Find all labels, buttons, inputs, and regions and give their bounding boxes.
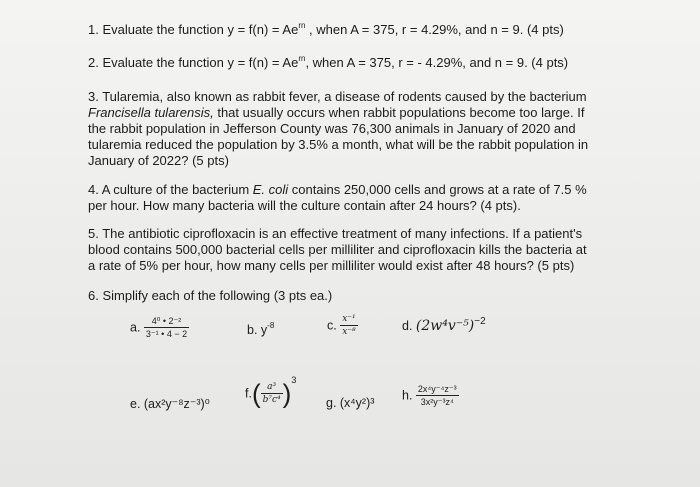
problem-1-rest: , when A = 375, r = 4.29%, and n = 9. (4 pts) (305, 22, 564, 37)
problem-2-rest: , when A = 375, r = - 4.29%, and n = 9. (4 pts) (305, 55, 569, 70)
problem-3-line-2-rest: that usually occurs when rabbit populations become too large. If (213, 105, 585, 120)
problem-6-text: 6. Simplify each of the following (3 pts ea.) (88, 288, 333, 303)
item-c-label: c. (327, 318, 337, 333)
item-h-fraction (416, 384, 459, 407)
item-d-label: d. (402, 319, 416, 333)
problem-3-line-3: the rabbit population in Jefferson County was 76,300 animals in January of 2020 and (88, 121, 576, 136)
item-g (326, 396, 374, 410)
problem-4-line-2: per hour. How many bacteria will the culture contain after 24 hours? (4 pts). (88, 198, 521, 213)
problem-3-line-4: tularemia reduced the population by 3.5% a month, what will be the rabbit population in (88, 137, 589, 152)
item-f-numerator: a³ (261, 382, 283, 394)
item-f-close-paren: ) (282, 378, 292, 409)
item-d-exponent: −2 (474, 316, 486, 327)
item-f-fraction (261, 382, 283, 405)
item-h (402, 384, 459, 407)
item-c-fraction (340, 314, 357, 337)
species-name: Francisella tularensis, (88, 105, 214, 120)
problem-2-exponent: rn (298, 54, 306, 63)
problem-4-line-1-start: 4. A culture of the bacterium (88, 182, 253, 197)
bacterium-name: E. coli (252, 182, 289, 197)
problem-5 (88, 226, 603, 274)
item-a-fraction (144, 316, 189, 339)
problem-4-line-1 (88, 182, 603, 198)
problem-1-text: 1. Evaluate the function y = f(n) = Ae (88, 22, 299, 37)
item-c-denominator: x⁻⁸ (342, 327, 356, 337)
problem-5-line-1: 5. The antibiotic ciprofloxacin is an effective treatment of many infections. If a patient's (88, 226, 583, 241)
item-a (130, 316, 189, 339)
problem-2-text: 2. Evaluate the function y = f(n) = Ae (88, 55, 299, 70)
item-e (130, 396, 210, 411)
item-c-numerator: x⁻¹ (342, 314, 356, 324)
item-b-label: b. y (247, 323, 268, 337)
item-a-numerator: 4⁰ • 2⁻² (144, 316, 189, 328)
item-d (402, 318, 486, 334)
problem-5-line-3: a rate of 5% per hour, how many cells per milliliter would exist after 48 hours? (5 pts) (88, 258, 575, 273)
problem-3-line-2 (88, 105, 603, 121)
item-b (247, 323, 274, 337)
item-a-denominator: 3⁻¹ • 4 − 2 (145, 329, 188, 339)
problem-2 (88, 55, 603, 71)
item-h-numerator: 2x⁴y⁻⁴z⁻³ (417, 384, 457, 394)
item-h-label: h. (402, 388, 413, 403)
item-h-denominator: 3x²y⁻³z⁴ (420, 397, 454, 407)
item-c (327, 314, 358, 337)
item-g-label: g. (x⁴y²)³ (326, 396, 375, 410)
problem-1 (88, 22, 603, 38)
item-f-denominator: b⁷c⁴ (262, 395, 281, 406)
item-e-label: e. (ax²y⁻⁸z⁻³)⁰ (130, 397, 210, 411)
item-d-expression: (2w⁴v⁻⁵) (415, 318, 475, 334)
item-b-exponent: -8 (267, 321, 275, 330)
item-f (245, 375, 297, 409)
item-f-open-paren: ( (251, 378, 261, 409)
problem-6 (88, 288, 603, 304)
item-a-label: a. (130, 320, 141, 335)
problem-4-line-1-end: contains 250,000 cells and grows at a rate of 7.5 % (288, 182, 587, 197)
problem-1-exponent: rn (298, 21, 306, 30)
problem-4 (88, 182, 603, 214)
problem-3-line-5: January of 2022? (5 pts) (88, 153, 229, 168)
problem-5-line-2: blood contains 500,000 bacterial cells per milliliter and ciprofloxacin kills the bacteria at (88, 242, 587, 257)
problem-3 (88, 89, 603, 169)
item-f-label: f. (245, 386, 252, 401)
problem-3-line-1: 3. Tularemia, also known as rabbit fever, a disease of rodents caused by the bacterium (88, 89, 587, 104)
item-f-exponent: 3 (291, 375, 297, 385)
